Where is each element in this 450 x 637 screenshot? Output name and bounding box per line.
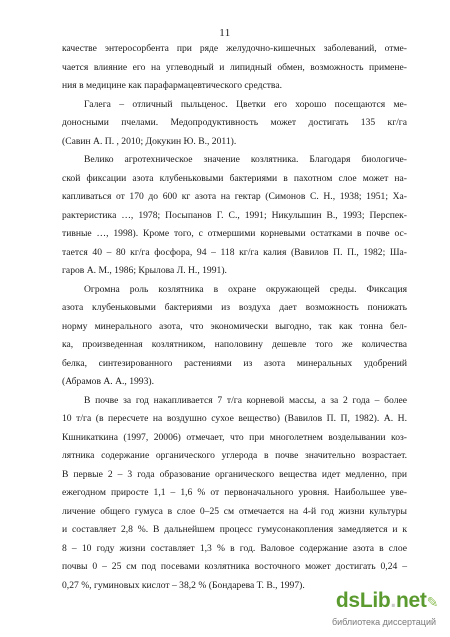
pen-icon: ✎ — [426, 594, 438, 610]
page-number: 11 — [219, 27, 231, 39]
paragraph-first-line: Огромна роль козлятника в охране окружающей среды. Фиксация — [84, 283, 407, 295]
text-line: гаров А. М., 1986; Крылова Л. Н., 1991). — [62, 265, 227, 276]
paragraph-first-line: Велико агротехническое значение козлятника. Благодаря биологиче- — [84, 154, 407, 165]
text-line: капливаться от 170 до 600 кг азота на гектар (Симонов С. Н., 1938; 1951; Ха- — [62, 191, 407, 202]
document-body — [62, 40, 407, 595]
text-line: норму минерального азота, что экономически выгодно, так как тонна бел- — [62, 320, 407, 332]
paragraph-first-line: Галега – отличный пыльценос. Цветки его хорошо посещаются ме- — [84, 98, 407, 110]
text-line: 8 – 10 году жизни составляет 1,3 % в год. Валовое содержание азота в слое — [62, 542, 407, 554]
text-line: белка, синтезированного растениями из азота минеральных удобрений — [62, 357, 407, 369]
text-line: личение общего гумуса в слое 0–25 см отмечается на 4-й год жизни культуры — [62, 505, 407, 517]
text-line: тается 40 – 80 кг/га фосфора, 94 – 118 кг/га калия (Вавилов П. П., 1982; Ша- — [62, 246, 407, 258]
text-line: ния в медицине как парафармацевтического средства. — [62, 80, 282, 91]
text-line: азота клубеньковыми бактериями из воздуха дает возможность понижать — [62, 302, 407, 313]
dslib-logo: dsLib.net✎ — [335, 589, 438, 612]
text-line: Кшникаткина (1997, 20006) отмечает, что при многолетнем возделывании коз- — [62, 431, 407, 443]
text-line: (Савин А. П. , 2010; Докукин Ю. В., 2011). — [62, 135, 237, 147]
text-line: (Абрамов А. А., 1993). — [62, 376, 154, 387]
text-line: и составляет 2,8 %. В дальнейшем процесс гумусонакопления замедляется и к — [62, 524, 407, 535]
text-line: качестве энтеросорбента при ряде желудочно-кишечных заболеваний, отме- — [62, 43, 407, 54]
text-line: ской фиксации азота клубеньковыми бактериями в пахотном слое может на- — [62, 172, 407, 184]
text-line: лятника содержание органического углерода в почве значительно возрастает. — [62, 450, 407, 461]
paragraph-first-line: В почве за год накапливается 7 т/га корневой массы, а за 2 года – более — [84, 394, 407, 406]
text-line: почвы 0 – 25 см под посевами козлятника восточного может достигать 0,24 – — [62, 561, 407, 572]
dslib-watermark[interactable] — [308, 589, 438, 627]
watermark-subtitle: библиотека диссертаций — [331, 617, 436, 627]
text-line: рактеристика …, 1978; Посыпанов Г. С., 1991; Никулышин В., 1993; Перспек- — [62, 209, 407, 221]
text-line: ка, произведенная козлятником, наполовину дешевле того же количества — [62, 339, 407, 350]
text-line: 0,27 %, гуминовых кислот – 38,2 % (Бондарева Т. В., 1997). — [62, 579, 305, 591]
text-line: чается влияние его на углеводный и липидный обмен, возможность примене- — [62, 61, 407, 73]
text-line: ежегодном приросте 1,1 – 1,6 % от первоначального уровня. Наибольшее уве- — [62, 487, 407, 498]
text-line: 10 т/га (в пересчете на воздушно сухое вещество) (Вавилов П. П, 1982). А. Н. — [62, 413, 407, 424]
text-line: В первые 2 – 3 года образование органического вещества идет медленно, при — [62, 468, 407, 480]
text-line: доносными пчелами. Медопродуктивность может достигать 135 кг/га — [62, 117, 407, 128]
text-line: тивные …, 1998). Кроме того, с отмершими корневыми остатками в почве ос- — [62, 228, 407, 239]
